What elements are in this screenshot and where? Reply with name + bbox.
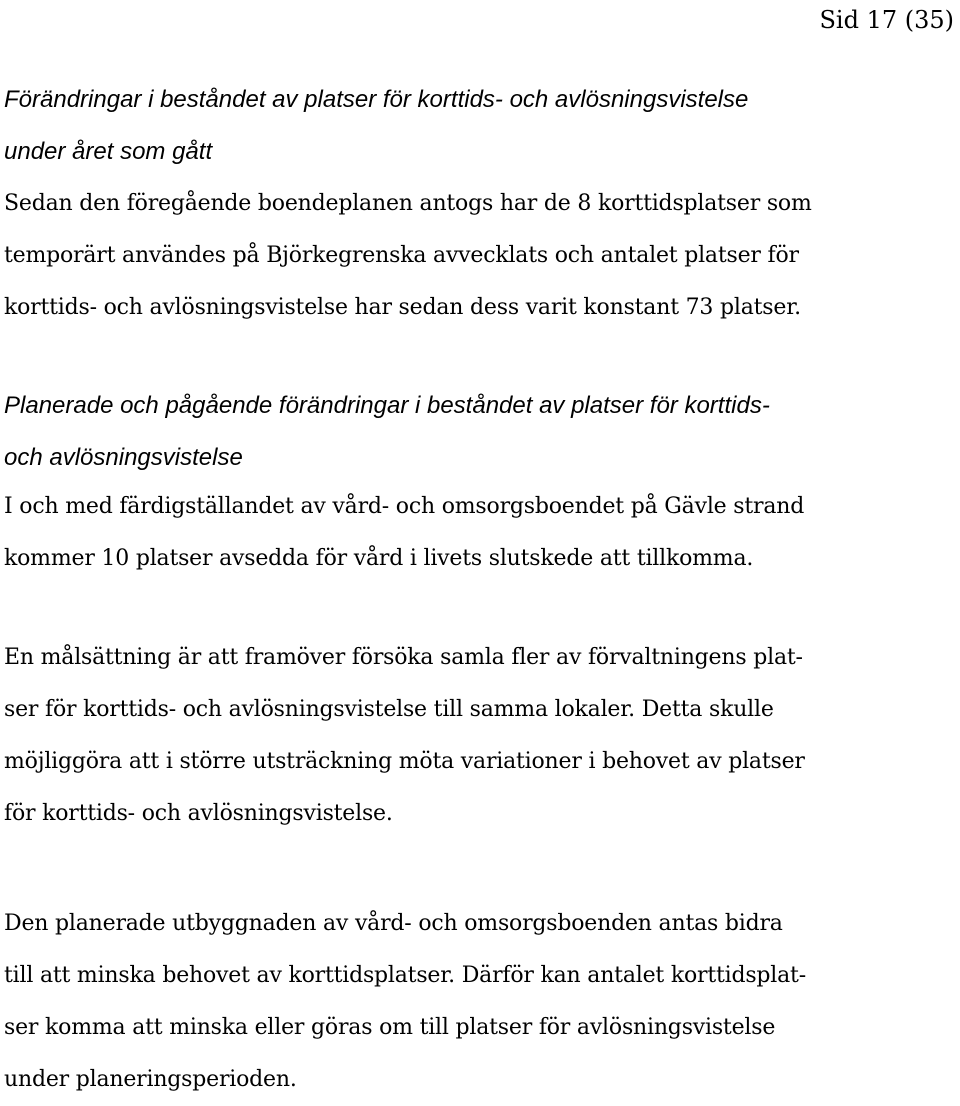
- text-line: för korttids- och avlösningsvistelse.: [4, 801, 393, 826]
- section-heading-planned-changes: [4, 380, 956, 484]
- text-line: kommer 10 platser avsedda för vård i livets slutskede att tillkomma.: [4, 546, 754, 571]
- text-line: till att minska behovet av korttidsplatser. Därför kan antalet korttidsplat-: [4, 963, 806, 988]
- paragraph-past-year: [4, 178, 956, 334]
- heading-line: Planerade och pågående förändringar i beståndet av platser för korttids-: [4, 392, 770, 419]
- text-line: ser för korttids- och avlösningsvistelse till samma lokaler. Detta skulle: [4, 697, 774, 722]
- text-line: temporärt användes på Björkegrenska avvecklats och antalet platser för: [4, 243, 799, 268]
- heading-line: och avlösningsvistelse: [4, 444, 243, 471]
- heading-line: under året som gått: [4, 138, 213, 165]
- text-line: I och med färdigställandet av vård- och omsorgsboendet på Gävle strand: [4, 494, 805, 519]
- paragraph-goal: [4, 632, 956, 840]
- paragraph-expansion: [4, 898, 956, 1106]
- page-number: Sid 17 (35): [819, 6, 954, 34]
- text-line: möjliggöra att i större utsträckning möta variationer i behovet av platser: [4, 749, 805, 774]
- section-heading-changes-past-year: [4, 74, 956, 178]
- text-line: ser komma att minska eller göras om till platser för avlösningsvistelse: [4, 1015, 776, 1040]
- text-line: korttids- och avlösningsvistelse har sedan dess varit konstant 73 platser.: [4, 295, 801, 320]
- text-line: Sedan den föregående boendeplanen antogs har de 8 korttidsplatser som: [4, 191, 812, 216]
- text-line: Den planerade utbyggnaden av vård- och omsorgsboenden antas bidra: [4, 911, 783, 936]
- text-line: under planeringsperioden.: [4, 1067, 297, 1092]
- paragraph-gavle-strand: [4, 481, 956, 585]
- heading-line: Förändringar i beståndet av platser för korttids- och avlösningsvistelse: [4, 86, 749, 113]
- text-line: En målsättning är att framöver försöka samla fler av förvaltningens plat-: [4, 645, 803, 670]
